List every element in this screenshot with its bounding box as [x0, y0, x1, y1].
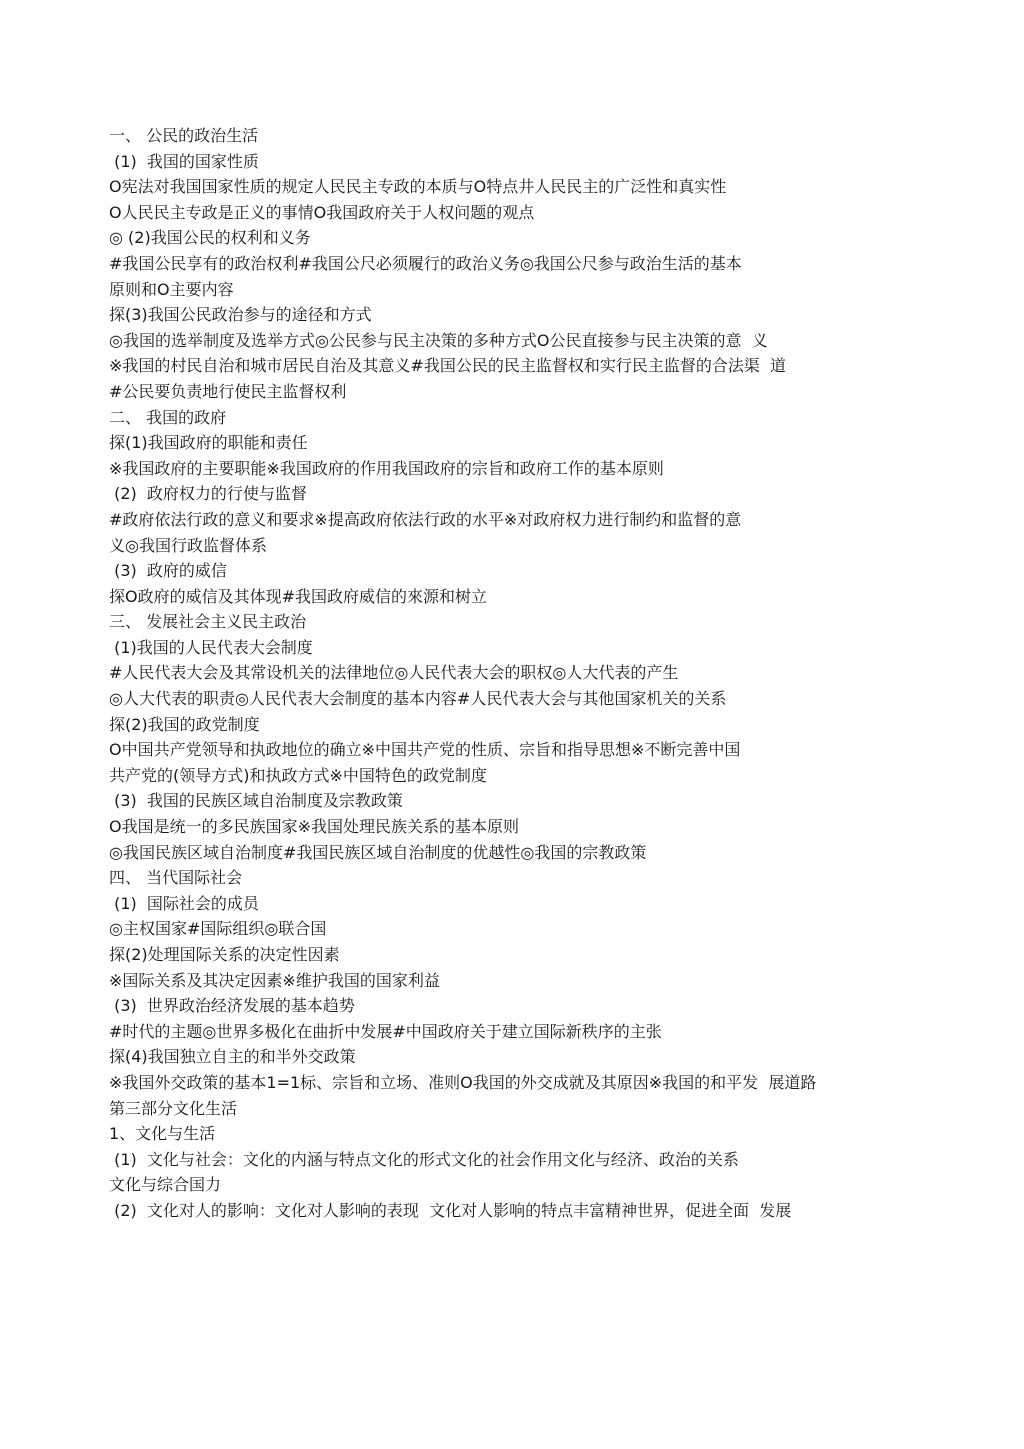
subheading-international-members: (1) 国际社会的成员 — [109, 893, 259, 913]
text-line: 义◎我国行政监督体系 — [109, 535, 267, 555]
text-line: #政府依法行政的意义和要求※提高政府依法行政的水平※对政府权力进行制约和监督的意 — [109, 509, 742, 529]
subheading-peoples-congress: (1)我国的人民代表大会制度 — [109, 637, 313, 657]
subheading-ethnic-autonomy: (3) 我国的民族区域自治制度及宗教政策 — [109, 791, 403, 811]
text-line: #我国公民享有的政治权利#我国公尺必须履行的政治义务◎我国公尺参与政治生活的基本 — [109, 253, 742, 273]
subheading-foreign-policy: 探(4)我国独立自主的和半外交政策 — [109, 1047, 356, 1067]
text-line: O宪法对我国国家性质的规定人民民主专政的本质与O特点井人民民主的广泛性和真实性 — [109, 177, 727, 197]
text-line: #人民代表大会及其常设机关的法律地位◎人民代表大会的职权◎人大代表的产生 — [109, 663, 679, 683]
text-line: 文化与综合国力 — [109, 1175, 222, 1195]
text-line: 探O政府的威信及其体现#我国政府威信的來源和树立 — [109, 586, 488, 606]
text-line: ◎主权国家#国际组织◎联合国 — [109, 919, 327, 939]
text-line: O我国是统一的多民族国家※我国处理民族关系的基本原则 — [109, 817, 520, 837]
subheading-power-supervision: (2) 政府权力的行使与监督 — [109, 484, 307, 504]
text-line: (2) 文化对人的影响：文化对人影响的表现 文化对人影响的特点丰富精神世界，促进全面 发展 — [109, 1200, 792, 1220]
text-line: #公民要负责地行使民主监督权利 — [109, 381, 347, 401]
text-line: #时代的主题◎世界多极化在曲折中发展#中国政府关于建立国际新秩序的主张 — [109, 1021, 662, 1041]
text-line: (1) 文化与社会：文化的内涵与特点文化的形式文化的社会作用文化与经济、政治的关系 — [109, 1149, 739, 1169]
section-heading-political-life: 一、 公民的政治生活 — [109, 126, 259, 145]
subheading-party-system: 探(2)我国的政党制度 — [109, 714, 260, 734]
text-line: ◎人大代表的职责◎人民代表大会制度的基本内容#人民代表大会与其他国家机关的关系 — [109, 689, 727, 709]
subheading-rights-duties: ◎ (2)我国公民的权利和义务 — [109, 228, 311, 248]
text-line: 原则和O主要内容 — [109, 279, 234, 299]
subheading-decisive-factors: 探(2)处理国际关系的决定性因素 — [109, 945, 340, 964]
text-line: ◎我国民族区域自治制度#我国民族区域自治制度的优越性◎我国的宗教政策 — [109, 842, 647, 862]
subheading-government-prestige: (3) 政府的威信 — [109, 561, 227, 581]
text-line: ※我国外交政策的基本1=1标、宗旨和立场、准则O我国的外交成就及其原因※我国的和平发 展道路 — [109, 1072, 817, 1092]
section-heading-government: 二、 我国的政府 — [109, 407, 227, 427]
text-line: 共产党的(领导方式)和执政方式※中国特色的政党制度 — [109, 765, 487, 785]
text-line: ◎我国的选举制度及选举方式◎公民参与民主决策的多种方式O公民直接参与民主决策的意 义 — [109, 330, 768, 350]
subheading-state-nature: (1) 我国的国家性质 — [109, 151, 259, 171]
text-line: O中国共产党领导和执政地位的确立※中国共产党的性质、宗旨和指导思想※不断完善中国 — [109, 740, 741, 760]
subheading-government-functions: 探(1)我国政府的职能和责任 — [109, 433, 308, 453]
subheading-world-trends: (3) 世界政治经济发展的基本趋势 — [109, 996, 355, 1016]
part-heading-cultural-life: 第三部分文化生活 — [109, 1098, 238, 1118]
text-line: O人民民主专政是正义的事情O我国政府关于人权问题的观点 — [109, 202, 535, 222]
section-heading-democracy: 三、 发展社会主义民主政治 — [109, 612, 307, 632]
document-body — [109, 123, 929, 1224]
section-heading-culture-and-life: 1、文化与生活 — [109, 1124, 216, 1144]
section-heading-international: 四、 当代国际社会 — [109, 868, 243, 888]
text-line: ※我国的村民自治和城市居民自治及其意义#我国公民的民主监督权和实行民主监督的合法渠 道 — [109, 356, 786, 376]
text-line: ※我国政府的主要职能※我国政府的作用我国政府的宗旨和政府工作的基本原则 — [109, 458, 664, 478]
text-line: ※国际关系及其决定因素※维护我国的国家利益 — [109, 970, 440, 990]
subheading-participation: 探(3)我国公民政治参与的途径和方式 — [109, 305, 372, 325]
